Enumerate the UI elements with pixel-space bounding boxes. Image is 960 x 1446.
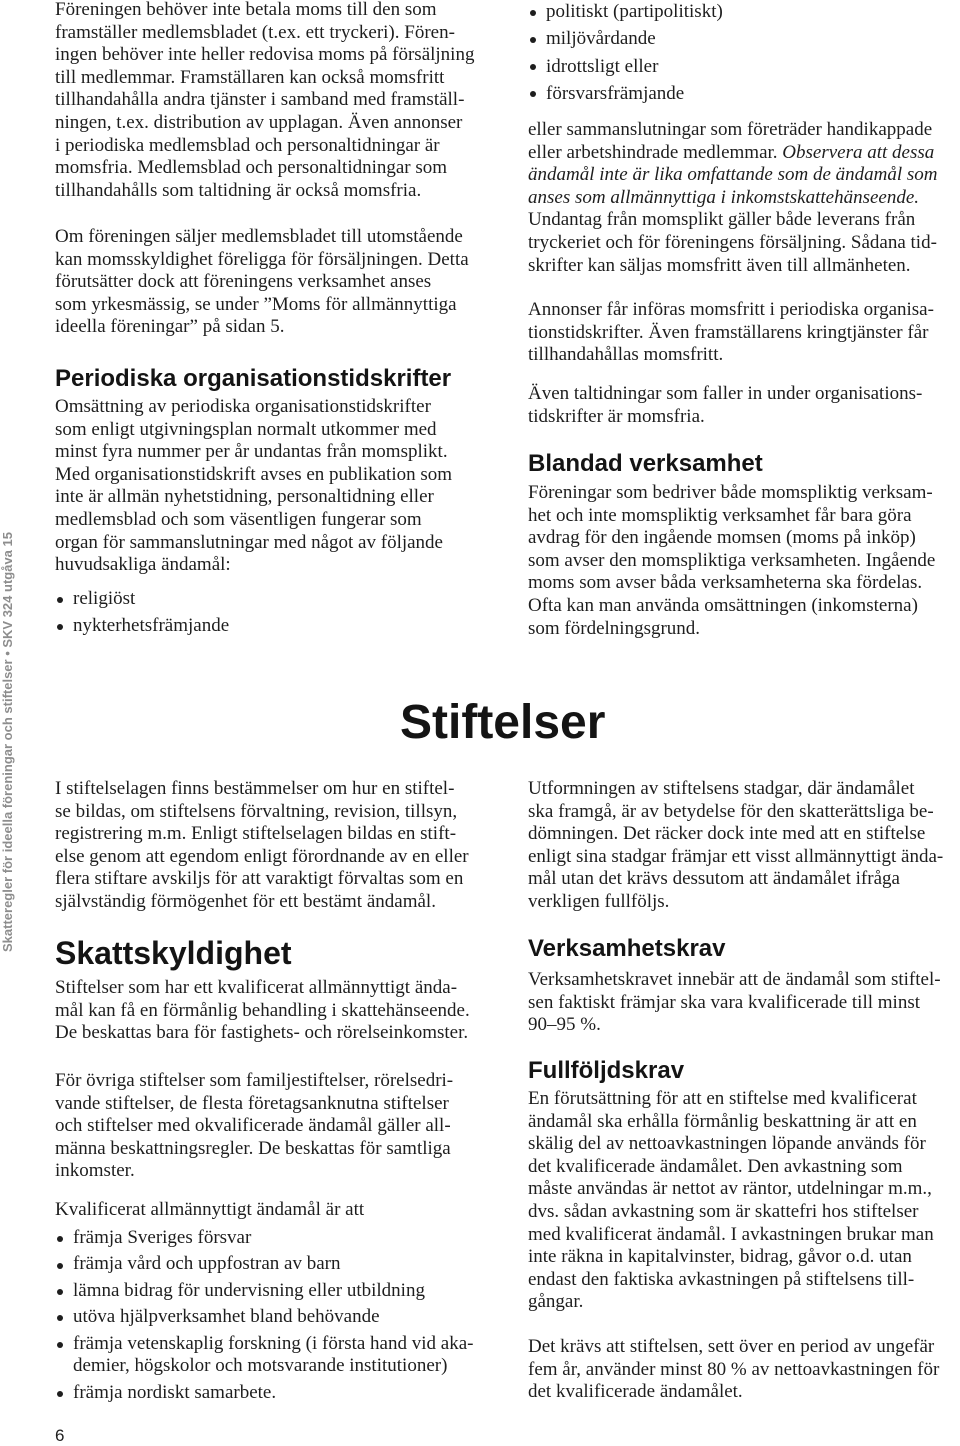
text-line: flera stiftare avskiljs för att varaktigt förvaltas som en: [55, 868, 464, 890]
text-line: medlemsblad och som väsentligen fungerar som: [55, 508, 422, 530]
text-line: minst fyra nummer per år undantas från momsplikt.: [55, 441, 448, 463]
paragraph-blandad: [528, 482, 955, 640]
bullet-icon: [57, 1391, 63, 1397]
text-line: sen faktiskt främjar ska vara kvalificerade till minst: [528, 991, 920, 1013]
paragraph-skattskyldighet: [55, 977, 487, 1045]
paragraph-annonser: [528, 299, 955, 367]
text-line: tillhandahålls som taltidning är också momsfria.: [55, 179, 422, 201]
text-line: avdrag för den ingående momsen (moms på inköp): [528, 527, 916, 549]
text-line: med kvalificerat ändamål. I avkastningen brukar man: [528, 1223, 934, 1245]
bullet-icon: [57, 597, 63, 603]
bullet-icon: [530, 37, 536, 43]
list-item-text: demier, högskolor och motsvarande institutioner): [73, 1355, 448, 1377]
bullet-icon: [57, 1342, 63, 1348]
list-item: [528, 80, 955, 107]
paragraph-ovriga-stiftelser: [55, 1070, 487, 1183]
running-header: Skatteregler för ideella föreningar och stiftelser • SKV 324 utgåva 15: [0, 532, 15, 952]
text-line: Ofta kan man använda omsättningen (inkomsterna): [528, 594, 918, 616]
list-item-text: främja Sveriges försvar: [73, 1227, 252, 1248]
list-item-text: miljövårdande: [546, 28, 656, 50]
text-line: som yrkesmässig, se under ”Moms för allmännyttiga: [55, 293, 457, 315]
text-line: tionstidskrifter. Även framställarens kringtjänster får: [528, 321, 929, 343]
chapter-title: Stiftelser: [400, 696, 606, 749]
list-item-text: lämna bidrag för undervisning eller utbildning: [73, 1279, 425, 1301]
text-line: dvs. sådan avkastning som är skattefri hos stiftelser: [528, 1200, 919, 1222]
text-line: fem år, använder minst 80 % av nettoavkastningen för: [528, 1358, 940, 1380]
list-item: [528, 25, 955, 52]
section-heading-fullfoljdskrav: Fullföljdskrav: [528, 1057, 685, 1084]
list-item: [55, 1253, 487, 1276]
bullet-icon: [57, 1263, 63, 1269]
text-line: het och inte momspliktig verksamhet får bara göra: [528, 504, 912, 526]
text-line: Utformningen av stiftelsens stadgar, där ändamålet: [528, 778, 915, 799]
text-line: organ för sammanslutningar med något av följande: [55, 531, 443, 553]
text-line: det kvalificerade ändamålet. Den avkastning som: [528, 1155, 903, 1177]
list-item-text: främja vård och uppfostran av barn: [73, 1253, 341, 1275]
paragraph-stadgar: [528, 778, 955, 914]
text-line: Verksamhetskravet innebär att de ändamål som stiftel-: [528, 969, 941, 990]
list-item-text: försvarsfrämjande: [546, 82, 685, 104]
list-item-text: nykterhetsfrämjande: [73, 615, 230, 637]
text-line: det kvalificerade ändamålet.: [528, 1381, 743, 1403]
text-line: I stiftelselagen finns bestämmelser om hur en stiftel-: [55, 778, 455, 799]
text-line: Om föreningen säljer medlemsbladet till utomstående: [55, 226, 463, 247]
text-line: eller sammanslutningar som företräder handikappade: [528, 119, 933, 140]
list-item-text: utöva hjälpverksamhet bland behövande: [73, 1306, 380, 1328]
list-item: [55, 1280, 487, 1303]
text-line: inte räkna in kapitalvinster, bidrag, gåvor o.d. utan: [528, 1246, 912, 1268]
bullet-icon: [57, 1289, 63, 1295]
bullet-icon: [57, 1315, 63, 1321]
paragraph-medlemsblad-moms: [55, 0, 487, 202]
italic-text-line: ändamål inte är lika omfattande som de ändamål som: [528, 164, 938, 186]
text-line: momsfria. Medlemsblad och personaltidningar som: [55, 157, 448, 179]
bullet-list-andamal-cont: [528, 0, 955, 107]
text-line: mål kan få en förmånlig behandling i skattehänseende.: [55, 999, 470, 1021]
text-line: som enligt utgivningsplan normalt utkommer med: [55, 418, 437, 440]
paragraph-kvalificerat-intro: [55, 1199, 487, 1222]
text-line: Även taltidningar som faller in under organisations-: [528, 383, 923, 404]
text-line: tidskrifter är momsfria.: [528, 405, 705, 427]
text-line: tillhandahålla andra tjänster i samband med framställ-: [55, 89, 465, 111]
text-line: [528, 142, 955, 165]
text-line: gångar.: [528, 1291, 584, 1313]
list-item: [55, 1306, 487, 1329]
text-line: Föreningar som bedriver både momspliktig verksam-: [528, 482, 933, 503]
text-line: självständig förmögenhet för ett bestämt ändamål.: [55, 890, 436, 912]
bullet-icon: [57, 1236, 63, 1242]
list-item-text: främja nordiskt samarbete.: [73, 1381, 277, 1403]
text-line: framställer medlemsbladet (t.ex. ett tryckeri). Fören-: [55, 21, 455, 43]
text-line: se bildas, om stiftelsens förvaltning, revision, tillsyn,: [55, 800, 458, 822]
text-line: else genom att egendom enligt förordnande av en eller: [55, 845, 469, 867]
list-item: [528, 53, 955, 80]
text-line: mål utan det krävs dessutom att ändamålet ifråga: [528, 868, 900, 890]
bullet-list-andamal: [55, 585, 487, 640]
text-line: skrifter kan säljas momsfritt även till allmänheten.: [528, 254, 911, 276]
list-item: [528, 0, 955, 25]
list-item: [55, 1227, 487, 1250]
list-item: [55, 1382, 487, 1405]
paragraph-medlemsblad-utomstaende: [55, 226, 487, 339]
italic-text-run: Observera att dessa: [782, 141, 935, 163]
bullet-list-kvalificerat: [55, 1227, 487, 1408]
text-line: och stiftelser med okvalificerade ändamål gäller all-: [55, 1115, 451, 1137]
paragraph-fem-ar: [528, 1336, 955, 1404]
list-item-text: politiskt (partipolitiskt): [546, 1, 723, 22]
text-line: till medlemmar. Framställaren kan också momsfritt: [55, 66, 445, 88]
list-item: [55, 585, 487, 612]
text-line: Med organisationstidskrift avses en publikation som: [55, 463, 453, 485]
section-heading-periodiska: Periodiska organisationstidskrifter: [55, 365, 452, 392]
text-line: registrering m.m. Enligt stiftelselagen bildas en stift-: [55, 823, 457, 845]
text-line: tryckeriet och för föreningens försäljning. Sådana tid-: [528, 231, 937, 253]
text-line: männa beskattningsregler. De beskattas för samtliga: [55, 1137, 451, 1159]
text-line: De beskattas bara för fastighets- och rörelseinkomster.: [55, 1022, 469, 1044]
bullet-icon: [530, 91, 536, 97]
text-line: tillhandahållas momsfritt.: [528, 344, 724, 366]
list-item-text: religiöst: [73, 588, 136, 609]
text-line: ingen behöver inte heller redovisa moms på försäljning: [55, 44, 475, 66]
list-item-text: idrottsligt eller: [546, 55, 659, 77]
text-line: som avser den momspliktiga verksamheten. Ingående: [528, 549, 936, 571]
page-number: 6: [55, 1426, 65, 1445]
text-line: kan momsskyldighet föreligga för försäljningen. Detta: [55, 248, 469, 270]
text-line: För övriga stiftelser som familjestiftelser, rörelsedri-: [55, 1070, 454, 1091]
text-line: endast den faktiska avkastningen på stiftelsens till-: [528, 1268, 915, 1290]
text-line: dömningen. Det räcker dock inte med att en stiftelse: [528, 823, 926, 845]
text-line: Annonser får införas momsfritt i periodiska organisa-: [528, 299, 934, 320]
text-line: Omsättning av periodiska organisationstidskrifter: [55, 396, 431, 417]
text-line: ideella föreningar” på sidan 5.: [55, 316, 285, 338]
paragraph-stiftelselagen: [55, 778, 487, 914]
text-line: 90–95 %.: [528, 1014, 601, 1036]
text-run: eller arbetshindrade medlemmar.: [528, 141, 783, 163]
text-line: ningen, t.ex. distribution av upplagan. Även annonser: [55, 111, 463, 133]
text-line: som fördelningsgrund.: [528, 617, 701, 639]
paragraph-handikapp: [528, 119, 955, 277]
section-heading-blandad: Blandad verksamhet: [528, 450, 763, 477]
text-line: förutsätter dock att föreningens verksamhet anses: [55, 271, 432, 293]
text-line: verkligen fullföljs.: [528, 890, 670, 912]
bullet-icon: [530, 10, 536, 16]
text-line: måste användas är nettot av räntor, utdelningar m.m.,: [528, 1178, 932, 1200]
text-line: ändamål ska erhålla förmånlig beskattning är att en: [528, 1110, 917, 1132]
text-line: enligt sina stadgar främjar ett visst allmännyttigt ända-: [528, 845, 944, 867]
text-line: skälig del av nettoavkastningen löpande används för: [528, 1133, 926, 1155]
paragraph-periodiska: [55, 396, 487, 577]
list-item: [55, 1333, 487, 1378]
bullet-icon: [57, 624, 63, 630]
text-line: huvudsakliga ändamål:: [55, 554, 231, 576]
text-line: moms som avser båda verksamheterna ska fördelas.: [528, 572, 923, 594]
section-heading-verksamhetskrav: Verksamhetskrav: [528, 935, 726, 962]
text-line: Stiftelser som har ett kvalificerat allmännyttigt ända-: [55, 977, 458, 998]
text-line: Det krävs att stiftelsen, sett över en period av ungefär: [528, 1336, 935, 1357]
italic-text-line: anses som allmännyttiga i inkomstskattehänseende.: [528, 186, 920, 208]
paragraph-fullfoljdskrav: [528, 1088, 955, 1314]
text-line: En förutsättning för att en stiftelse med kvalificerat: [528, 1088, 917, 1109]
list-item: [55, 612, 487, 639]
section-heading-skattskyldighet: Skattskyldighet: [55, 935, 292, 971]
text-line: i periodiska medlemsblad och personaltidningar är: [55, 134, 440, 156]
bullet-icon: [530, 64, 536, 70]
list-item-text: främja vetenskaplig forskning (i första hand vid aka-: [73, 1332, 474, 1354]
text-line: vande stiftelser, de flesta företagsanknutna stiftelser: [55, 1092, 449, 1114]
paragraph-taltidningar: [528, 383, 955, 428]
text-line: Undantag från momsplikt gäller både leverans från: [528, 209, 916, 231]
text-line: Föreningen behöver inte betala moms till den som: [55, 0, 437, 20]
paragraph-verksamhetskrav: [528, 969, 955, 1037]
text-line: inkomster.: [55, 1160, 135, 1182]
text-line: inte är allmän nyhetstidning, personaltidning eller: [55, 486, 434, 508]
text-line: Kvalificerat allmännyttigt ändamål är att: [55, 1199, 365, 1220]
text-line: ska framgå, är av betydelse för den skatterättsliga be-: [528, 800, 934, 822]
